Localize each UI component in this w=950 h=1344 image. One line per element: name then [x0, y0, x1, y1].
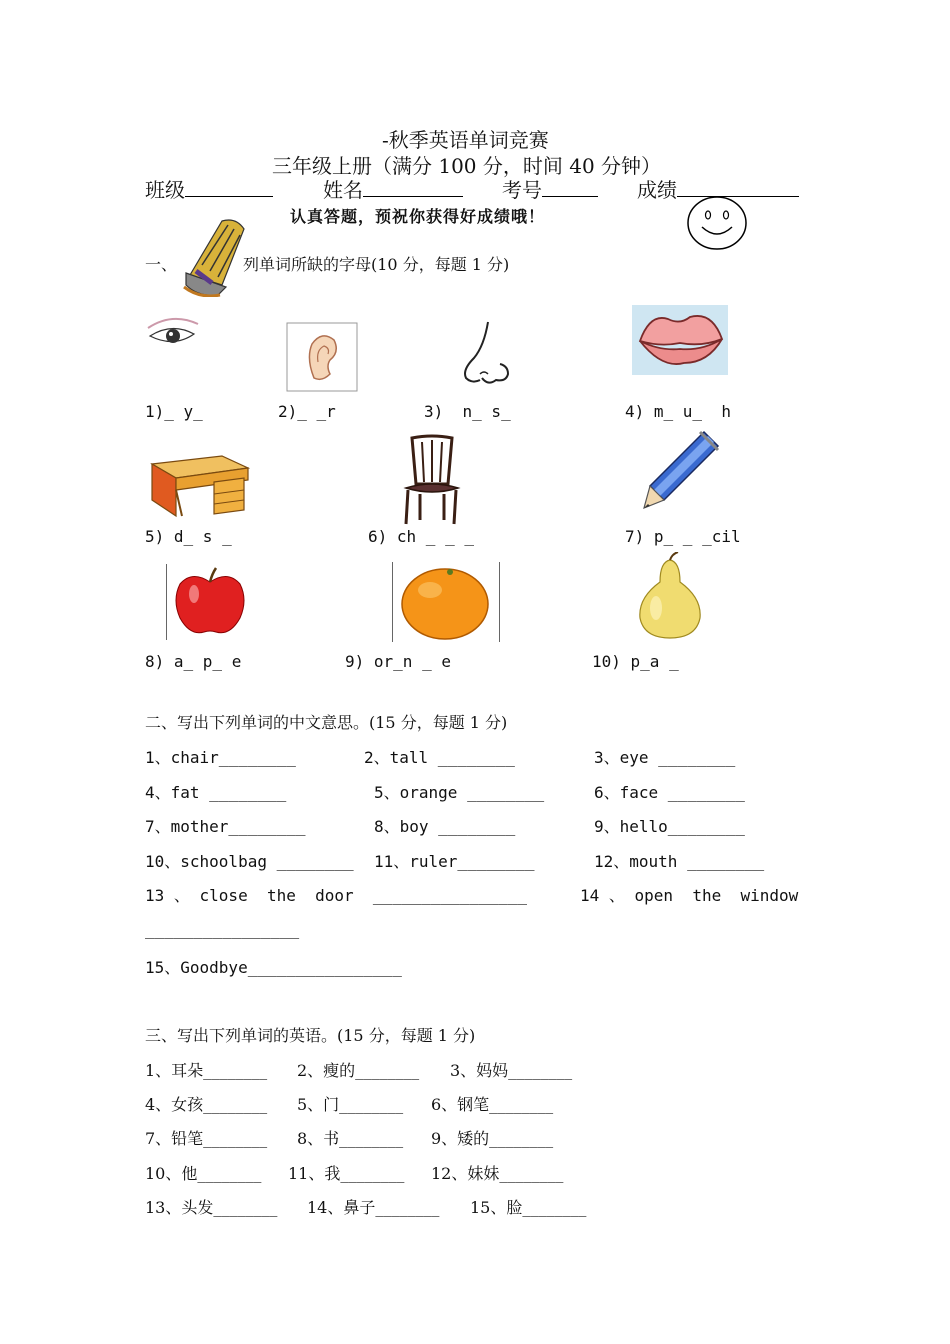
fill-item-3: 3) n_ s_ — [424, 402, 511, 421]
name-field[interactable] — [323, 174, 463, 203]
score-label: 成绩 — [637, 178, 677, 202]
s3-item-11: 11、我________ — [288, 1164, 405, 1183]
class-blank[interactable] — [185, 178, 273, 197]
section1-title-prefix: 一、 — [145, 255, 178, 274]
s2-item-1: 1、chair________ — [145, 748, 296, 767]
fill-item-5: 5) d_ s _ — [145, 527, 232, 546]
exam-no-blank[interactable] — [542, 178, 598, 197]
s2-item-9: 9、hello________ — [594, 817, 745, 836]
ear-icon — [286, 322, 358, 392]
pear-icon — [636, 552, 706, 640]
orange-divider-left — [392, 562, 393, 642]
section2-title: 二、写出下列单词的中文意思。(15 分，每题 1 分) — [145, 713, 508, 732]
s2-item-2: 2、tall ________ — [364, 748, 515, 767]
fill-item-8: 8) a_ p_ e — [145, 652, 242, 671]
class-label: 班级 — [145, 178, 185, 202]
section1-title: 列单词所缺的字母(10 分，每题 1 分) — [243, 255, 510, 274]
pen-nib-icon — [178, 215, 258, 297]
nose-icon — [456, 320, 514, 388]
s2-item-15: 15、Goodbye________________ — [145, 958, 402, 977]
s2-item-13: 13 、 close the door ________________ — [145, 886, 528, 905]
s3-item-13: 13、头发________ — [145, 1198, 278, 1217]
s3-item-14: 14、鼻子________ — [307, 1198, 440, 1217]
s3-item-6: 6、钢笔________ — [431, 1095, 554, 1114]
page-subtitle: 三年级上册（满分 100 分，时间 40 分钟） — [272, 154, 662, 178]
s3-item-3: 3、妈妈________ — [450, 1061, 573, 1080]
s2-item-12: 12、mouth ________ — [594, 852, 765, 871]
s3-item-10: 10、他________ — [145, 1164, 262, 1183]
smiley-icon — [686, 195, 748, 251]
fill-item-9: 9) or_n _ e — [345, 652, 451, 671]
name-label: 姓名 — [323, 178, 363, 202]
exam-no-label: 考号 — [502, 178, 542, 202]
s2-item-11: 11、ruler________ — [374, 852, 535, 871]
s2-item-14-blank: ________________ — [145, 920, 300, 939]
s3-item-7: 7、铅笔________ — [145, 1129, 268, 1148]
s2-item-4: 4、fat ________ — [145, 783, 287, 802]
s3-item-4: 4、女孩________ — [145, 1095, 268, 1114]
name-blank[interactable] — [363, 178, 463, 197]
fill-item-7: 7) p_ _ _cil — [625, 527, 741, 546]
s3-item-2: 2、瘦的________ — [297, 1061, 420, 1080]
slogan: 认真答题，预祝你获得好成绩哦！ — [290, 207, 546, 226]
exam-no-field[interactable] — [502, 174, 598, 203]
eye-icon — [146, 314, 202, 350]
apple-divider — [166, 564, 167, 640]
s3-item-9: 9、矮的________ — [431, 1129, 554, 1148]
fill-item-6: 6) ch _ _ _ — [368, 527, 474, 546]
fill-item-10: 10) p_a _ — [592, 652, 679, 671]
s3-item-1: 1、耳朵________ — [145, 1061, 268, 1080]
fill-item-1: 1)_ y_ — [145, 402, 203, 421]
chair-icon — [398, 434, 464, 526]
s2-item-14: 14 、 open the window — [580, 886, 799, 905]
orange-icon — [400, 566, 490, 640]
s2-item-3: 3、eye ________ — [594, 748, 736, 767]
s3-item-5: 5、门________ — [297, 1095, 404, 1114]
s2-item-7: 7、mother________ — [145, 817, 306, 836]
desk-icon — [148, 452, 250, 518]
s2-item-6: 6、face ________ — [594, 783, 745, 802]
s3-item-12: 12、妹妹________ — [431, 1164, 564, 1183]
s2-item-5: 5、orange ________ — [374, 783, 545, 802]
fill-item-2: 2)_ _r — [278, 402, 336, 421]
pencil-icon — [638, 428, 722, 512]
s3-item-8: 8、书________ — [297, 1129, 404, 1148]
s3-item-15: 15、脸________ — [470, 1198, 587, 1217]
orange-divider-right — [499, 562, 500, 642]
mouth-icon — [632, 305, 728, 375]
section3-title: 三、写出下列单词的英语。(15 分，每题 1 分) — [145, 1026, 476, 1045]
class-field[interactable] — [145, 174, 273, 203]
s2-item-10: 10、schoolbag ________ — [145, 852, 354, 871]
page-title: -秋季英语单词竞赛 — [382, 128, 549, 152]
apple-icon — [172, 566, 248, 638]
fill-item-4: 4) m_ u_ h — [625, 402, 731, 421]
s2-item-8: 8、boy ________ — [374, 817, 516, 836]
